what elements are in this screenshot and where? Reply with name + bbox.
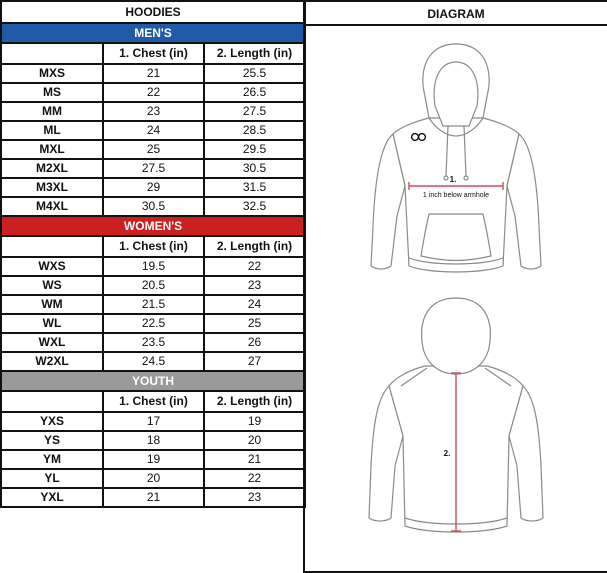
table-row: [1, 257, 305, 276]
size-label: M2XL: [1, 159, 103, 178]
size-label: YM: [1, 450, 103, 469]
chest-value: 29: [103, 178, 204, 197]
chest-value: 19.5: [103, 257, 204, 276]
size-label: MXL: [1, 140, 103, 159]
table-row: [1, 333, 305, 352]
table-row: [1, 469, 305, 488]
size-label: WM: [1, 295, 103, 314]
size-sections: [1, 23, 305, 507]
size-label: WXS: [1, 257, 103, 276]
length-value: 23: [204, 488, 305, 507]
chest-column-header: 1. Chest (in): [103, 391, 204, 412]
length-value: 29.5: [204, 140, 305, 159]
table-row: [1, 64, 305, 83]
chest-column-header: 1. Chest (in): [103, 236, 204, 257]
table-row: [1, 121, 305, 140]
length-value: 24: [204, 295, 305, 314]
front-face-opening: [434, 62, 478, 126]
section-header-row: [1, 23, 305, 43]
table-row: [1, 450, 305, 469]
length-value: 22: [204, 257, 305, 276]
table-row: [1, 159, 305, 178]
size-label: YXL: [1, 488, 103, 507]
size-label: WS: [1, 276, 103, 295]
table-row: [1, 412, 305, 431]
size-label: YL: [1, 469, 103, 488]
table-row: [1, 488, 305, 507]
table-row: [1, 431, 305, 450]
length-value: 25: [204, 314, 305, 333]
size-table: [0, 0, 306, 508]
chest-value: 22: [103, 83, 204, 102]
length-value: 20: [204, 431, 305, 450]
length-column-header: 2. Length (in): [204, 391, 305, 412]
length-value: 31.5: [204, 178, 305, 197]
chest-measure-note: 1 inch below armhole: [422, 192, 490, 199]
length-column-header: 2. Length (in): [204, 43, 305, 64]
section-header-row: [1, 371, 305, 391]
size-label: MM: [1, 102, 103, 121]
size-label: YS: [1, 431, 103, 450]
section-title: MEN'S: [1, 23, 305, 43]
back-hood: [422, 298, 491, 374]
length-value: 25.5: [204, 64, 305, 83]
chest-value: 19: [103, 450, 204, 469]
size-label: M3XL: [1, 178, 103, 197]
length-value: 27.5: [204, 102, 305, 121]
chest-value: 20.5: [103, 276, 204, 295]
length-measure-label: 2.: [443, 449, 451, 458]
table-row: [1, 352, 305, 371]
chest-value: 20: [103, 469, 204, 488]
length-value: 19: [204, 412, 305, 431]
chest-value: 18: [103, 431, 204, 450]
table-row: [1, 276, 305, 295]
chest-value: 22.5: [103, 314, 204, 333]
table-row: [1, 102, 305, 121]
table-row: [1, 140, 305, 159]
drawstring-tip-right: [464, 176, 468, 180]
length-value: 30.5: [204, 159, 305, 178]
section-title: WOMEN'S: [1, 216, 305, 236]
front-pocket: [421, 214, 491, 261]
size-column-header: [1, 43, 103, 64]
length-value: 28.5: [204, 121, 305, 140]
table-title-row: [1, 1, 305, 23]
table-row: [1, 295, 305, 314]
table-row: [1, 83, 305, 102]
size-label: MS: [1, 83, 103, 102]
chest-value: 25: [103, 140, 204, 159]
section-header-row: [1, 216, 305, 236]
length-value: 22: [204, 469, 305, 488]
table-title: HOODIES: [1, 1, 305, 23]
chest-value: 21: [103, 488, 204, 507]
chest-value: 17: [103, 412, 204, 431]
table-row: [1, 314, 305, 333]
column-header-row: [1, 236, 305, 257]
hoodie-diagram: [305, 26, 607, 571]
size-label: W2XL: [1, 352, 103, 371]
chest-column-header: 1. Chest (in): [103, 43, 204, 64]
length-value: 32.5: [204, 197, 305, 216]
table-row: [1, 178, 305, 197]
diagram-title: DIAGRAM: [305, 2, 607, 26]
size-label: M4XL: [1, 197, 103, 216]
size-label: YXS: [1, 412, 103, 431]
chest-value: 21: [103, 64, 204, 83]
size-column-header: [1, 391, 103, 412]
chest-value: 21.5: [103, 295, 204, 314]
length-value: 26.5: [204, 83, 305, 102]
drawstring-tip-left: [444, 176, 448, 180]
size-label: MXS: [1, 64, 103, 83]
length-column-header: 2. Length (in): [204, 236, 305, 257]
size-label: WXL: [1, 333, 103, 352]
chest-value: 24: [103, 121, 204, 140]
size-column-header: [1, 236, 103, 257]
length-value: 23: [204, 276, 305, 295]
chest-value: 27.5: [103, 159, 204, 178]
size-label: WL: [1, 314, 103, 333]
column-header-row: [1, 391, 305, 412]
length-value: 21: [204, 450, 305, 469]
length-value: 26: [204, 333, 305, 352]
size-label: ML: [1, 121, 103, 140]
chest-value: 24.5: [103, 352, 204, 371]
length-value: 27: [204, 352, 305, 371]
table-row: [1, 197, 305, 216]
hoodie-front: [371, 44, 541, 272]
diagram-panel: [303, 0, 607, 573]
column-header-row: [1, 43, 305, 64]
section-title: YOUTH: [1, 371, 305, 391]
chest-value: 30.5: [103, 197, 204, 216]
chest-measure-label: 1.: [449, 175, 457, 184]
chest-value: 23: [103, 102, 204, 121]
chest-value: 23.5: [103, 333, 204, 352]
